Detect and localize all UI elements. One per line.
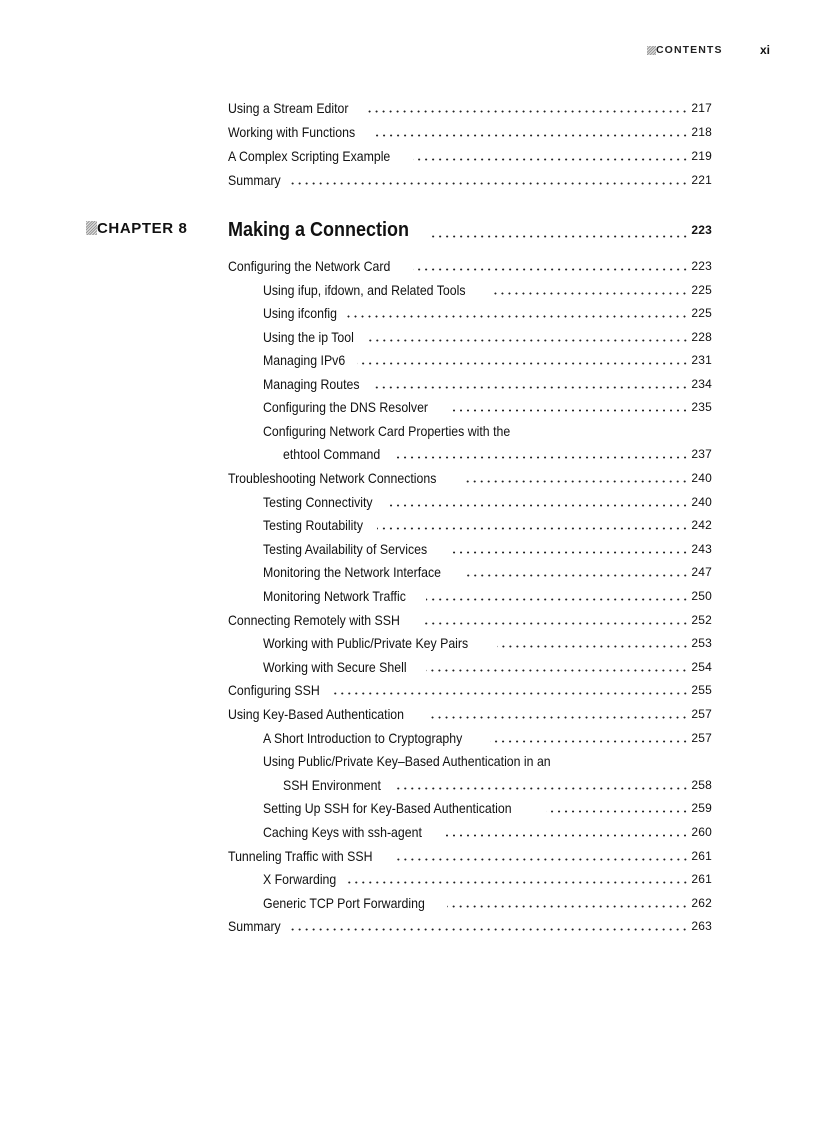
dot-leader bbox=[365, 110, 688, 113]
toc-entry-title: A Complex Scripting Example bbox=[228, 148, 391, 164]
toc-entry-page: 260 bbox=[691, 825, 712, 839]
chapter-page: 223 bbox=[691, 223, 712, 237]
header-section-label: CONTENTS bbox=[656, 44, 723, 56]
header-page-number: xi bbox=[760, 43, 771, 57]
toc-entry-page: 242 bbox=[691, 518, 712, 532]
toc-subentry-line2[interactable] bbox=[283, 444, 712, 462]
dot-leader bbox=[466, 574, 689, 577]
toc-subentry[interactable] bbox=[263, 657, 712, 675]
toc-subentry[interactable] bbox=[263, 562, 712, 580]
toc-subentry[interactable] bbox=[263, 633, 712, 651]
toc-entry-page: 250 bbox=[691, 589, 712, 603]
running-header bbox=[0, 44, 816, 60]
toc-entry[interactable] bbox=[228, 468, 712, 486]
toc-subentry[interactable] bbox=[263, 280, 712, 298]
chapter-marker-icon bbox=[86, 221, 97, 235]
dot-leader bbox=[347, 881, 689, 884]
dot-leader bbox=[388, 504, 689, 507]
toc-entry-page: 259 bbox=[691, 801, 712, 815]
toc-entry-title: Working with Secure Shell bbox=[263, 659, 407, 675]
toc-subentry[interactable] bbox=[263, 515, 712, 533]
toc-entry-title: Tunneling Traffic with SSH bbox=[228, 848, 373, 864]
toc-entry-page: 219 bbox=[691, 149, 712, 163]
toc-subentry[interactable] bbox=[263, 397, 712, 415]
toc-entry-page: 235 bbox=[691, 400, 712, 414]
toc-entry-page: 228 bbox=[691, 330, 712, 344]
dot-leader bbox=[450, 551, 689, 554]
toc-entry-title: Working with Functions bbox=[228, 124, 356, 140]
toc-entry-title: Connecting Remotely with SSH bbox=[228, 612, 400, 628]
toc-entry-title: Configuring the DNS Resolver bbox=[263, 399, 429, 415]
toc-entry-page: 247 bbox=[691, 565, 712, 579]
dot-leader bbox=[426, 598, 689, 601]
dot-leader bbox=[373, 386, 688, 389]
toc-entry[interactable] bbox=[228, 846, 712, 864]
toc-entry-title: Monitoring Network Traffic bbox=[263, 588, 406, 604]
toc-subentry[interactable] bbox=[263, 539, 712, 557]
toc-entry-page: 253 bbox=[691, 636, 712, 650]
dot-leader bbox=[357, 362, 689, 365]
dot-leader bbox=[497, 645, 689, 648]
toc-entry-page: 257 bbox=[691, 707, 712, 721]
toc-subentry[interactable] bbox=[263, 869, 712, 887]
toc-subentry[interactable] bbox=[263, 893, 712, 911]
toc-subentry[interactable] bbox=[263, 350, 712, 368]
dot-leader bbox=[424, 622, 689, 625]
chapter-title: Making a Connection bbox=[228, 219, 410, 241]
toc-entry-title: X Forwarding bbox=[263, 871, 337, 887]
dot-leader bbox=[465, 480, 688, 483]
toc-subentry[interactable] bbox=[263, 303, 712, 321]
toc-entry-page: 237 bbox=[691, 447, 712, 461]
toc-subentry[interactable] bbox=[263, 822, 712, 840]
toc-entry-title: Summary bbox=[228, 918, 281, 934]
toc-entry-page: 262 bbox=[691, 896, 712, 910]
toc-entry-title: Testing Availability of Services bbox=[263, 541, 428, 557]
toc-subentry[interactable] bbox=[263, 374, 712, 392]
toc-entry-page: 234 bbox=[691, 377, 712, 391]
toc-entry-page: 223 bbox=[691, 259, 712, 273]
toc-entry-page: 254 bbox=[691, 660, 712, 674]
toc-subentry-line1[interactable] bbox=[263, 421, 712, 439]
toc-entry-title: Setting Up SSH for Key-Based Authentication bbox=[263, 800, 512, 816]
dot-leader bbox=[413, 158, 689, 161]
toc-entry-page: 218 bbox=[691, 125, 712, 139]
dot-leader bbox=[288, 928, 688, 931]
toc-entry-page: 221 bbox=[691, 173, 712, 187]
header-marker-icon bbox=[647, 46, 656, 55]
toc-entry-page: 263 bbox=[691, 919, 712, 933]
toc-entry-title: Using Public/Private Key–Based Authentication in an bbox=[263, 753, 551, 769]
toc-entry-title: Using Key-Based Authentication bbox=[228, 706, 405, 722]
toc-entry-page: 258 bbox=[691, 778, 712, 792]
chapter-label: CHAPTER 8 bbox=[97, 220, 188, 237]
toc-entry-page: 261 bbox=[691, 849, 712, 863]
dot-leader bbox=[367, 339, 689, 342]
toc-subentry[interactable] bbox=[263, 492, 712, 510]
dot-leader bbox=[493, 292, 688, 295]
toc-entry-title: A Short Introduction to Cryptography bbox=[263, 730, 463, 746]
toc-subentry[interactable] bbox=[263, 728, 712, 746]
toc-entry-title: Generic TCP Port Forwarding bbox=[263, 895, 425, 911]
toc-entry-page: 225 bbox=[691, 283, 712, 297]
dot-leader bbox=[429, 235, 689, 238]
toc-entry-page: 243 bbox=[691, 542, 712, 556]
toc-entry-page: 240 bbox=[691, 495, 712, 509]
toc-entry-title: Using ifconfig bbox=[263, 305, 337, 321]
toc-entry-title: Testing Routability bbox=[263, 517, 363, 533]
dot-leader bbox=[447, 905, 688, 908]
toc-entry[interactable] bbox=[228, 256, 712, 274]
toc-entry-title: Configuring Network Card Properties with the bbox=[263, 423, 511, 439]
dot-leader bbox=[451, 409, 689, 412]
toc-entry[interactable] bbox=[228, 146, 712, 164]
toc-entry-title: Testing Connectivity bbox=[263, 494, 373, 510]
dot-leader bbox=[395, 787, 689, 790]
toc-entry-page: 261 bbox=[691, 872, 712, 886]
toc-entry[interactable] bbox=[228, 98, 712, 116]
toc-entry-title: Working with Public/Private Key Pairs bbox=[263, 635, 469, 651]
toc-subentry-line2[interactable] bbox=[283, 775, 712, 793]
toc-entry[interactable] bbox=[228, 610, 712, 628]
toc-entry[interactable] bbox=[228, 680, 712, 698]
toc-entry-title: Configuring the Network Card bbox=[228, 258, 391, 274]
toc-entry-page: 240 bbox=[691, 471, 712, 485]
dot-leader bbox=[288, 182, 688, 185]
dot-leader bbox=[393, 858, 689, 861]
chapter-title-entry[interactable] bbox=[228, 217, 712, 241]
dot-leader bbox=[426, 669, 688, 672]
dot-leader bbox=[413, 268, 689, 271]
toc-entry[interactable] bbox=[228, 170, 712, 188]
toc-entry[interactable] bbox=[228, 704, 712, 722]
toc-entry-title: Configuring SSH bbox=[228, 682, 320, 698]
toc-entry-title: Using a Stream Editor bbox=[228, 100, 349, 116]
toc-entry-page: 225 bbox=[691, 306, 712, 320]
toc-entry-page: 257 bbox=[691, 731, 712, 745]
toc-subentry[interactable] bbox=[263, 798, 712, 816]
toc-entry-title: Using ifup, ifdown, and Related Tools bbox=[263, 282, 466, 298]
dot-leader bbox=[444, 834, 689, 837]
dot-leader bbox=[490, 740, 689, 743]
dot-leader bbox=[333, 692, 689, 695]
toc-entry-title: Summary bbox=[228, 172, 281, 188]
dot-leader bbox=[377, 527, 688, 530]
toc-entry-page: 252 bbox=[691, 613, 712, 627]
dot-leader bbox=[428, 716, 688, 719]
dot-leader bbox=[394, 456, 689, 459]
toc-entry-title: ethtool Command bbox=[283, 446, 381, 462]
toc-subentry[interactable] bbox=[263, 327, 712, 345]
toc-entry-page: 255 bbox=[691, 683, 712, 697]
toc-entry[interactable] bbox=[228, 122, 712, 140]
toc-entry[interactable] bbox=[228, 916, 712, 934]
toc-entry-title: Managing IPv6 bbox=[263, 352, 346, 368]
toc-entry-title: SSH Environment bbox=[283, 777, 381, 793]
toc-entry-title: Troubleshooting Network Connections bbox=[228, 470, 437, 486]
toc-entry-page: 217 bbox=[691, 101, 712, 115]
dot-leader bbox=[373, 134, 689, 137]
toc-subentry-line1[interactable] bbox=[263, 751, 712, 769]
toc-entry-title: Managing Routes bbox=[263, 376, 360, 392]
toc-entry-title: Monitoring the Network Interface bbox=[263, 564, 442, 580]
toc-entry-page: 231 bbox=[691, 353, 712, 367]
toc-entry-title: Using the ip Tool bbox=[263, 329, 354, 345]
dot-leader bbox=[347, 315, 688, 318]
toc-entry-title: Caching Keys with ssh-agent bbox=[263, 824, 422, 840]
toc-subentry[interactable] bbox=[263, 586, 712, 604]
dot-leader bbox=[546, 810, 689, 813]
